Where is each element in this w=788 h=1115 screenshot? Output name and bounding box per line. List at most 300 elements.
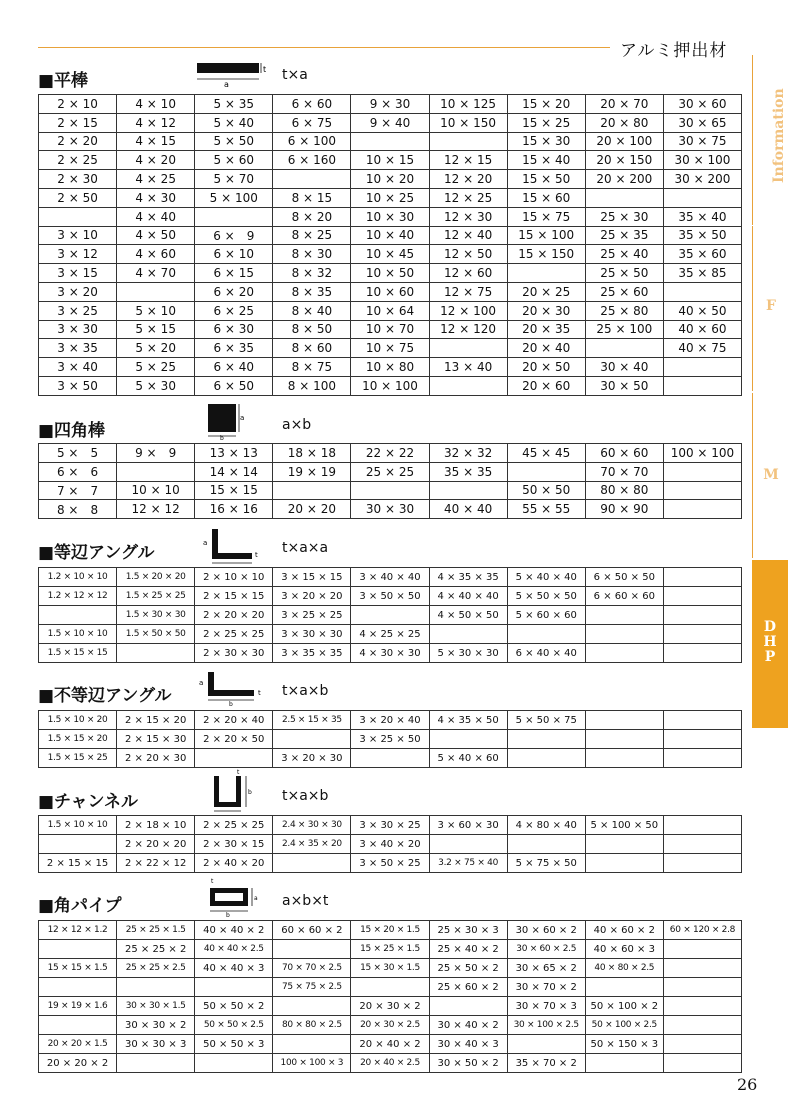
table-cell: 20 × 50 [507,358,585,377]
table-cell [117,978,195,997]
table-cell [585,978,663,997]
table-cell: 8 × 100 [273,376,351,395]
table-cell [507,462,585,481]
table-cell: 8 × 32 [273,264,351,283]
table-cell: 90 × 90 [585,500,663,519]
tab-m[interactable] [752,393,788,558]
unequal-angle-table [38,710,742,768]
table-cell: 20 × 30 [507,301,585,320]
table-row [39,1035,742,1054]
table-cell [429,376,507,395]
table-row [39,959,742,978]
table-cell: 3 × 15 [39,264,117,283]
table-cell: 1.2 × 10 × 10 [39,568,117,587]
table-cell: 9 × 9 [117,444,195,463]
table-cell [429,835,507,854]
table-cell: 32 × 32 [429,444,507,463]
table-cell [351,481,429,500]
table-cell [663,462,741,481]
table-cell: 30 × 50 [585,376,663,395]
table-cell: 30 × 60 × 2 [507,921,585,940]
table-row [39,625,742,644]
table-cell [117,462,195,481]
table-cell [351,978,429,997]
table-cell: 15 × 25 × 1.5 [351,940,429,959]
table-cell: 20 × 60 [507,376,585,395]
table-cell: 1.2 × 12 × 12 [39,587,117,606]
table-cell: 25 × 100 [585,320,663,339]
table-cell: 3 × 40 [39,358,117,377]
table-cell: 1.5 × 10 × 20 [39,711,117,730]
table-cell: 8 × 20 [273,207,351,226]
table-cell: 4 × 25 × 25 [351,625,429,644]
square-bar-table [38,443,742,519]
svg-text:b: b [226,912,230,918]
table-cell: 5 × 50 × 75 [507,711,585,730]
table-cell: 20 × 20 × 1.5 [39,1035,117,1054]
table-cell [117,644,195,663]
formula-channel: t×a×b [282,788,329,804]
table-cell: 2 × 20 × 30 [117,749,195,768]
table-cell [663,959,741,978]
table-cell [39,606,117,625]
table-cell: 3 × 35 [39,339,117,358]
table-cell: 4 × 10 [117,95,195,114]
svg-text:a: a [224,80,229,88]
table-cell: 12 × 15 [429,151,507,170]
table-cell: 5 × 10 [117,301,195,320]
table-cell: 20 × 40 × 2 [351,1035,429,1054]
section-title-square-pipe: ■角パイプ [38,896,122,916]
table-cell: 20 × 30 × 2 [351,997,429,1016]
table-cell: 20 × 100 [585,132,663,151]
table-cell: 4 × 25 [117,170,195,189]
table-cell: 50 × 100 × 2 [585,997,663,1016]
table-cell [429,339,507,358]
table-cell [195,978,273,997]
section-title-square-bar: ■四角棒 [38,421,106,441]
table-cell: 10 × 75 [351,339,429,358]
svg-text:a: a [254,895,258,902]
table-cell: 80 × 80 × 2.5 [273,1016,351,1035]
table-cell: 10 × 64 [351,301,429,320]
table-cell: 3 × 50 × 50 [351,587,429,606]
table-row [39,940,742,959]
table-cell [39,835,117,854]
table-cell: 3 × 12 [39,245,117,264]
table-cell: 3 × 30 [39,320,117,339]
table-cell: 30 × 100 × 2.5 [507,1016,585,1035]
table-cell: 3 × 25 [39,301,117,320]
table-cell: 6 × 15 [195,264,273,283]
table-cell: 3 × 50 [39,376,117,395]
table-cell: 25 × 80 [585,301,663,320]
table-cell: 10 × 30 [351,207,429,226]
table-cell [507,625,585,644]
tab-f-label: F [766,298,776,314]
table-cell: 12 × 12 × 1.2 [39,921,117,940]
table-cell [585,339,663,358]
table-cell: 1.5 × 20 × 20 [117,568,195,587]
table-cell: 5 × 100 [195,188,273,207]
table-cell: 22 × 22 [351,444,429,463]
table-cell [273,997,351,1016]
table-cell: 8 × 15 [273,188,351,207]
table-cell: 12 × 12 [117,500,195,519]
table-cell: 6 × 60 × 60 [585,587,663,606]
table-cell: 15 × 25 [507,113,585,132]
flat-bar-icon [195,60,273,88]
table-cell: 12 × 60 [429,264,507,283]
table-cell: 25 × 25 × 2.5 [117,959,195,978]
table-cell [663,816,741,835]
table-cell: 6 × 20 [195,282,273,301]
table-cell: 1.5 × 15 × 25 [39,749,117,768]
table-cell: 12 × 120 [429,320,507,339]
svg-text:t: t [211,878,214,885]
table-cell: 1.5 × 15 × 15 [39,644,117,663]
table-cell: 20 × 35 [507,320,585,339]
table-cell: 5 × 50 [195,132,273,151]
table-cell: 15 × 50 [507,170,585,189]
table-cell: 12 × 100 [429,301,507,320]
table-cell [273,854,351,873]
svg-text:b: b [229,701,233,706]
table-cell: 2 × 10 × 10 [195,568,273,587]
table-cell: 35 × 35 [429,462,507,481]
table-cell [663,606,741,625]
table-row [39,282,742,301]
table-cell: 6 × 60 [273,95,351,114]
table-cell: 15 × 100 [507,226,585,245]
table-cell: 1.5 × 50 × 50 [117,625,195,644]
table-cell: 4 × 60 [117,245,195,264]
table-cell: 15 × 75 [507,207,585,226]
table-row [39,587,742,606]
table-cell: 40 × 40 × 3 [195,959,273,978]
table-cell: 6 × 30 [195,320,273,339]
table-cell: 30 × 60 [663,95,741,114]
table-cell: 15 × 30 × 1.5 [351,959,429,978]
table-cell: 6 × 160 [273,151,351,170]
table-cell [585,625,663,644]
table-cell [663,978,741,997]
table-cell: 9 × 30 [351,95,429,114]
table-cell: 2 × 50 [39,188,117,207]
table-cell: 25 × 50 × 2 [429,959,507,978]
svg-text:t: t [263,65,267,74]
table-cell: 2 × 18 × 10 [117,816,195,835]
table-cell [507,264,585,283]
table-row [39,835,742,854]
table-cell: 3 × 35 × 35 [273,644,351,663]
table-cell: 3 × 25 × 50 [351,730,429,749]
table-cell [39,978,117,997]
table-cell: 2 × 30 [39,170,117,189]
table-row [39,245,742,264]
tab-information[interactable] [752,55,788,225]
table-row [39,301,742,320]
table-cell: 3 × 20 [39,282,117,301]
table-cell: 5 × 60 × 60 [507,606,585,625]
section-title-equal-angle: ■等辺アングル [38,543,155,563]
table-cell [663,376,741,395]
table-cell: 3 × 20 × 30 [273,749,351,768]
table-cell: 30 × 75 [663,132,741,151]
table-cell: 7 × 7 [39,481,117,500]
table-cell: 3 × 15 × 15 [273,568,351,587]
table-cell: 25 × 60 [585,282,663,301]
table-cell [429,625,507,644]
table-cell [663,730,741,749]
table-cell [195,207,273,226]
table-cell: 40 × 80 × 2.5 [585,959,663,978]
table-cell: 2 × 15 [39,113,117,132]
table-cell: 5 × 5 [39,444,117,463]
table-cell [429,997,507,1016]
table-cell: 8 × 50 [273,320,351,339]
table-cell: 1.5 × 10 × 10 [39,625,117,644]
table-cell [585,711,663,730]
table-cell [663,997,741,1016]
table-cell: 16 × 16 [195,500,273,519]
table-cell [273,481,351,500]
table-cell: 25 × 40 [585,245,663,264]
table-cell: 2.4 × 35 × 20 [273,835,351,854]
table-cell: 6 × 35 [195,339,273,358]
table-cell: 13 × 13 [195,444,273,463]
table-cell: 10 × 125 [429,95,507,114]
table-cell: 2 × 20 × 20 [117,835,195,854]
channel-table [38,815,742,873]
unequal-angle-icon [196,670,268,706]
table-cell: 50 × 150 × 3 [585,1035,663,1054]
table-cell: 6 × 40 × 40 [507,644,585,663]
square-pipe-table [38,920,742,1073]
table-cell: 6 × 100 [273,132,351,151]
table-row [39,188,742,207]
table-cell: 5 × 100 × 50 [585,816,663,835]
table-cell: 8 × 35 [273,282,351,301]
square-pipe-icon [204,874,264,918]
table-cell [663,625,741,644]
table-cell: 20 × 20 [273,500,351,519]
table-cell: 30 × 30 × 2 [117,1016,195,1035]
tab-dhp[interactable] [752,560,788,728]
table-cell: 12 × 50 [429,245,507,264]
table-cell [663,1016,741,1035]
table-cell: 6 × 6 [39,462,117,481]
table-cell: 45 × 45 [507,444,585,463]
flat-bar-table [38,94,742,396]
table-cell [585,730,663,749]
table-cell: 35 × 85 [663,264,741,283]
table-cell [585,854,663,873]
table-cell: 10 × 45 [351,245,429,264]
table-cell: 2 × 20 × 20 [195,606,273,625]
equal-angle-icon [200,527,266,565]
table-cell: 8 × 60 [273,339,351,358]
table-cell: 12 × 25 [429,188,507,207]
table-cell: 4 × 35 × 50 [429,711,507,730]
table-row [39,95,742,114]
table-cell: 25 × 25 × 2 [117,940,195,959]
svg-text:a: a [199,679,204,687]
table-cell: 2.5 × 15 × 35 [273,711,351,730]
table-cell: 25 × 25 × 1.5 [117,921,195,940]
table-cell: 50 × 50 × 2.5 [195,1016,273,1035]
table-cell: 20 × 20 × 2 [39,1054,117,1073]
table-cell: 30 × 40 [585,358,663,377]
table-cell: 3 × 30 × 30 [273,625,351,644]
table-cell: 10 × 20 [351,170,429,189]
table-row [39,500,742,519]
table-cell [663,188,741,207]
table-cell: 2 × 15 × 15 [195,587,273,606]
table-cell [351,132,429,151]
table-cell: 20 × 70 [585,95,663,114]
table-cell: 3 × 40 × 40 [351,568,429,587]
table-cell: 15 × 60 [507,188,585,207]
table-cell: 4 × 50 [117,226,195,245]
table-cell: 12 × 30 [429,207,507,226]
table-row [39,481,742,500]
table-cell: 4 × 15 [117,132,195,151]
table-cell: 10 × 50 [351,264,429,283]
table-row [39,606,742,625]
table-cell [429,481,507,500]
table-cell [39,207,117,226]
table-cell: 100 × 100 × 3 [273,1054,351,1073]
tab-f[interactable] [752,226,788,391]
table-cell: 6 × 50 × 50 [585,568,663,587]
table-cell: 14 × 14 [195,462,273,481]
table-cell: 20 × 40 × 2.5 [351,1054,429,1073]
table-cell: 5 × 50 × 50 [507,587,585,606]
table-cell: 5 × 20 [117,339,195,358]
tab-dhp-label: D H P [763,619,777,665]
table-cell: 40 × 40 × 2 [195,921,273,940]
tab-information-label: Information [771,88,787,183]
svg-text:a: a [203,539,208,547]
equal-angle-table [38,567,742,663]
table-cell [663,282,741,301]
table-cell: 12 × 75 [429,282,507,301]
page-title: アルミ押出材 [620,41,728,61]
table-row [39,749,742,768]
table-cell [507,749,585,768]
table-cell: 35 × 50 [663,226,741,245]
table-cell [585,644,663,663]
table-row [39,444,742,463]
table-cell: 25 × 50 [585,264,663,283]
table-cell: 5 × 40 × 60 [429,749,507,768]
table-cell: 10 × 25 [351,188,429,207]
table-cell: 8 × 8 [39,500,117,519]
table-cell: 25 × 30 [585,207,663,226]
table-cell: 2 × 30 × 30 [195,644,273,663]
table-row [39,226,742,245]
table-cell: 2 × 15 × 15 [39,854,117,873]
square-bar-icon [205,402,245,440]
table-row [39,816,742,835]
table-row [39,462,742,481]
table-cell: 15 × 20 × 1.5 [351,921,429,940]
table-cell: 4 × 40 [117,207,195,226]
table-cell: 30 × 40 × 2 [429,1016,507,1035]
table-cell [273,730,351,749]
table-row [39,358,742,377]
section-title-unequal-angle: ■不等辺アングル [38,686,172,706]
table-cell: 2 × 15 × 20 [117,711,195,730]
table-cell: 8 × 75 [273,358,351,377]
table-cell: 3 × 60 × 30 [429,816,507,835]
table-cell: 20 × 80 [585,113,663,132]
formula-square-bar: a×b [282,417,312,433]
table-cell: 4 × 30 × 30 [351,644,429,663]
table-cell [663,711,741,730]
table-cell [663,500,741,519]
table-cell: 55 × 55 [507,500,585,519]
table-cell: 4 × 70 [117,264,195,283]
svg-text:b: b [220,435,224,440]
table-cell: 15 × 150 [507,245,585,264]
table-cell [585,606,663,625]
table-cell [195,1054,273,1073]
table-cell: 5 × 70 [195,170,273,189]
table-row [39,376,742,395]
table-cell: 3 × 25 × 25 [273,606,351,625]
section-title-channel: ■チャンネル [38,792,139,812]
table-cell: 10 × 100 [351,376,429,395]
page-number: 26 [737,1075,758,1094]
table-cell: 1.5 × 30 × 30 [117,606,195,625]
table-cell: 3 × 20 × 40 [351,711,429,730]
table-cell: 10 × 15 [351,151,429,170]
table-cell: 40 × 40 [429,500,507,519]
table-cell: 30 × 100 [663,151,741,170]
table-row [39,997,742,1016]
table-row [39,207,742,226]
table-cell [507,1035,585,1054]
table-row [39,711,742,730]
table-cell [117,1054,195,1073]
table-row [39,113,742,132]
table-cell: 6 × 40 [195,358,273,377]
table-cell: 100 × 100 [663,444,741,463]
section-title-flat-bar: ■平棒 [38,71,89,91]
table-cell: 3.2 × 75 × 40 [429,854,507,873]
table-cell: 50 × 50 × 2 [195,997,273,1016]
table-row [39,1054,742,1073]
table-cell [195,749,273,768]
table-cell: 2 × 20 [39,132,117,151]
table-cell: 10 × 10 [117,481,195,500]
table-cell: 2 × 15 × 30 [117,730,195,749]
table-cell: 20 × 200 [585,170,663,189]
table-cell: 10 × 40 [351,226,429,245]
table-cell: 60 × 60 [585,444,663,463]
table-cell: 13 × 40 [429,358,507,377]
table-row [39,568,742,587]
table-cell: 2 × 22 × 12 [117,854,195,873]
table-cell: 4 × 20 [117,151,195,170]
table-cell [351,749,429,768]
table-cell: 35 × 40 [663,207,741,226]
table-cell [585,835,663,854]
table-cell: 3 × 20 × 20 [273,587,351,606]
table-cell: 25 × 40 × 2 [429,940,507,959]
